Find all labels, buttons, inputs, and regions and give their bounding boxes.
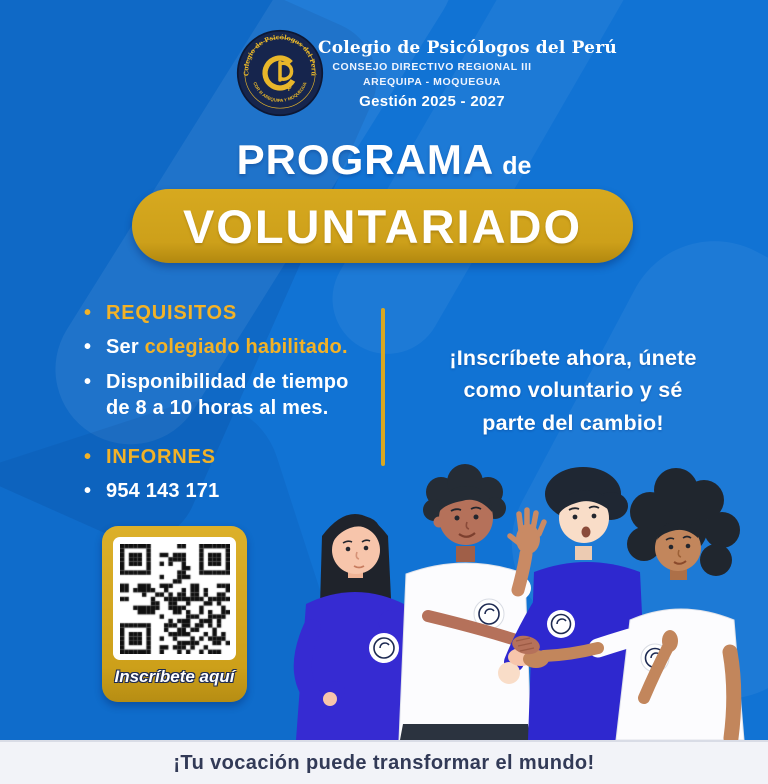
title-main: PROGRAMA [236,136,495,183]
requirement-colegiado [106,334,348,360]
req1-prefix: Ser [106,336,145,359]
council-line: CONSEJO DIRECTIVO REGIONAL III [332,61,532,73]
seal-top-arc-text: Colegio de Psicólogos del Perú [243,34,317,77]
cta-line: parte del cambio! [482,410,664,435]
bullet-icon: • [84,479,92,502]
qr-code [120,544,230,654]
list-item [84,334,376,360]
svg-text:ψ: ψ [285,80,292,92]
banner-text: VOLUNTARIADO [182,199,583,253]
qr-label: Inscríbete aquí [114,667,235,686]
org-name: Colegio de Psicólogos del Perú [318,38,617,58]
list-item [84,369,376,422]
req1-highlight: colegiado habilitado. [144,336,348,359]
requirement-disponibilidad: Disponibilidad de tiempo de 8 a 10 horas al mes. [106,370,349,420]
colegio-seal-icon [236,29,324,117]
org-text-block [318,38,617,110]
seal-bottom-arc-text: CDR III AREQUIPA Y MOQUEGUA [252,81,308,103]
program-title [0,136,768,184]
title-suffix: de [502,152,532,180]
voluntariado-banner [132,189,633,263]
bullet-icon: • [84,370,92,393]
bullet-icon: • [84,445,92,468]
footer-slogan: ¡Tu vocación puede transformar el mundo! [173,751,595,774]
term-line: Gestión 2025 - 2027 [359,93,505,110]
qr-box [113,537,236,660]
phone-number: 954 143 171 [106,479,220,502]
informes-heading: INFORNES [106,445,216,468]
bullet-icon: • [84,302,92,324]
volunteers-illustration-icon [278,440,768,740]
region-line: AREQUIPA - MOQUEGUA [363,76,501,88]
qr-card [102,526,247,702]
requisitos-heading: REQUISITOS [106,302,237,324]
cta-text [404,342,742,439]
bullet-icon: • [84,336,92,359]
cta-line: ¡Inscríbete ahora, únete [449,346,697,370]
header [0,0,768,125]
list-item [84,300,376,326]
cta-line: como voluntario y sé [463,378,683,403]
footer-bar [0,740,768,784]
volunteer-2 [399,464,544,740]
